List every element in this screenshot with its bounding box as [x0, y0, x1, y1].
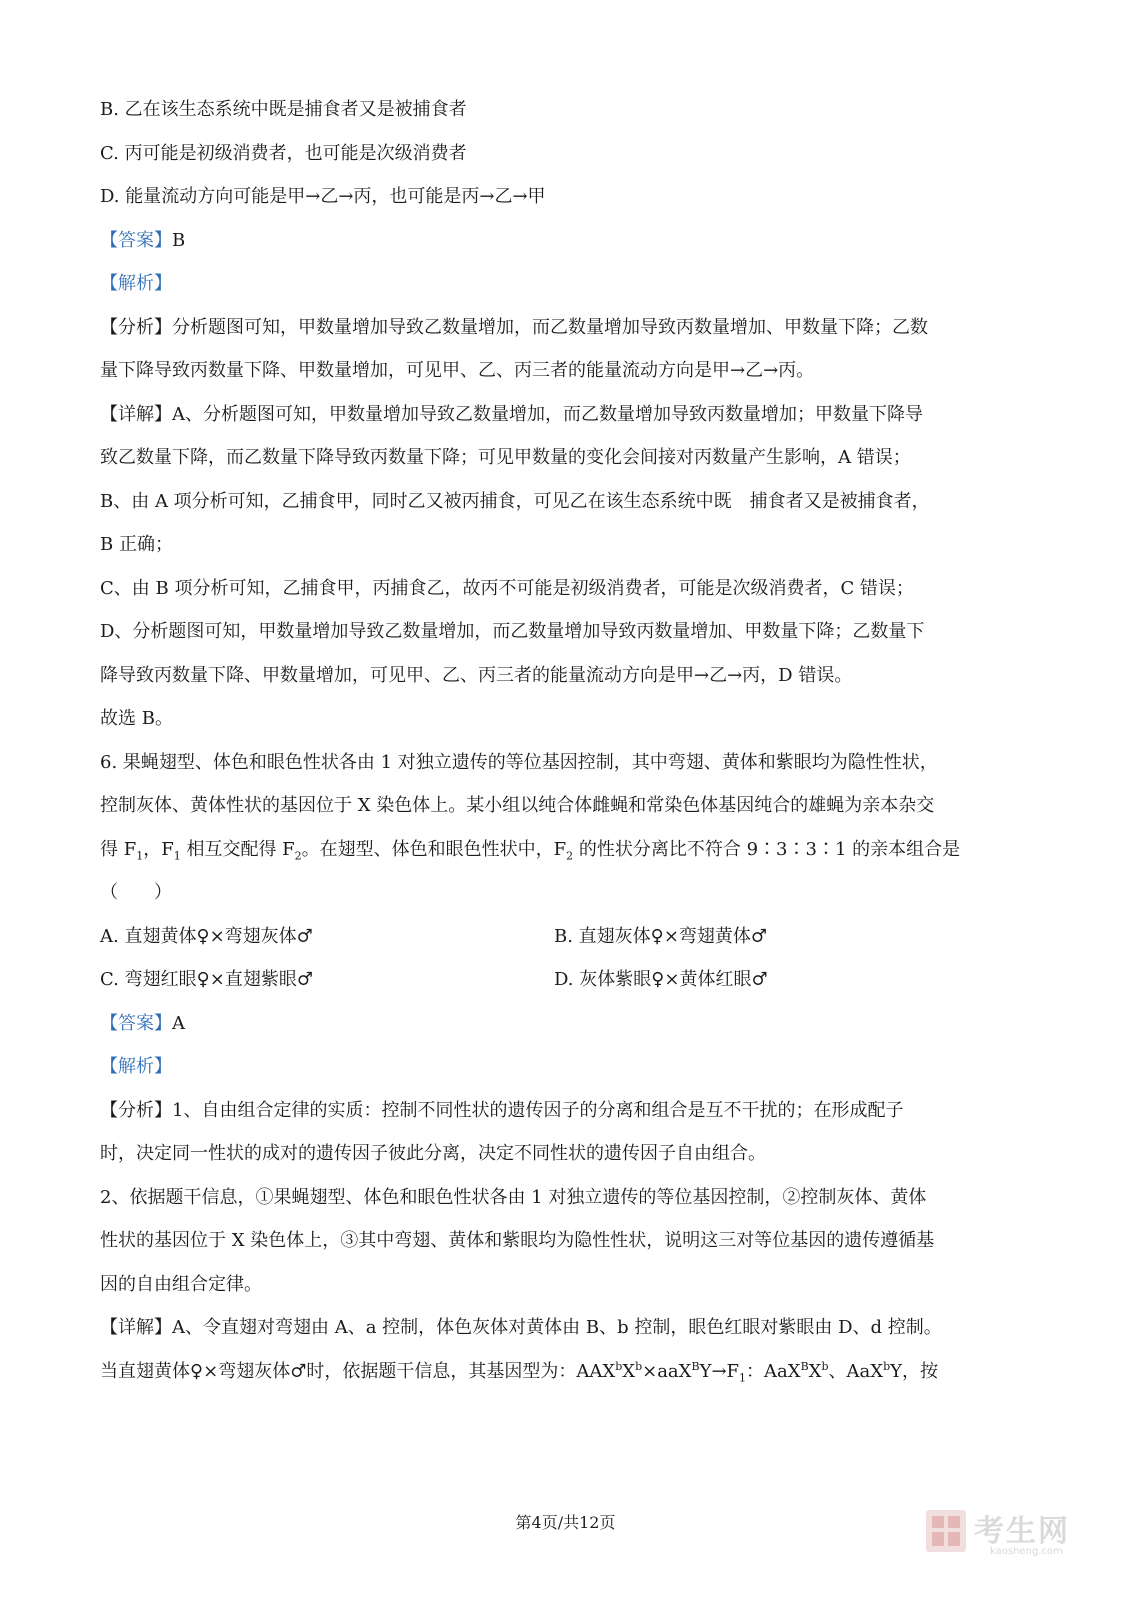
- stem-text: 的性状分离比不符合 9∶3∶3∶1 的亲本组合是: [573, 838, 961, 860]
- option-c-line: C. 丙可能是初级消费者，也可能是次级消费者: [100, 142, 467, 164]
- detail-text: Y→F: [699, 1360, 740, 1382]
- superscript: b: [615, 1359, 623, 1373]
- document-page: [100, 88, 1040, 1393]
- superscript: b: [883, 1359, 891, 1373]
- stem-text: ，F: [143, 838, 174, 860]
- subscript: 2: [566, 849, 574, 863]
- q6-detail-line: [100, 1306, 1040, 1350]
- detail-text: ：AaX: [746, 1360, 801, 1382]
- superscript: b: [821, 1359, 829, 1373]
- superscript: B: [691, 1359, 700, 1373]
- detail-text: 当直翅黄体♀×弯翅灰体♂时，依据题干信息，其基因型为：AAX: [100, 1360, 616, 1382]
- option-d-line: D. 能量流动方向可能是甲→乙→丙，也可能是丙→乙→甲: [100, 186, 546, 207]
- answer-value: B: [172, 229, 186, 251]
- page-footer: 第4页/共12页: [515, 1513, 616, 1532]
- q6-answer: [100, 1002, 1040, 1046]
- analysis-tag: 【解析】: [100, 1056, 172, 1077]
- q5-conclusion: 故选 B。: [100, 708, 173, 729]
- q6-option-c: C. 弯翅红眼♀×直翅紫眼♂: [100, 969, 313, 990]
- answer-tag: 【答案】: [100, 1012, 172, 1034]
- detail-tag: 【详解】: [100, 403, 172, 425]
- q5-analysis-heading: [100, 262, 1040, 306]
- stem-text: 。在翅型、体色和眼色性状中，F: [301, 838, 567, 860]
- q6-option-b: B. 直翅灰体♀×弯翅黄体♂: [554, 925, 768, 947]
- q6-fenxi-line: 2、依据题干信息，①果蝇翅型、体色和眼色性状各由 1 对独立遗传的等位基因控制，②控制灰体、黄体: [100, 1186, 927, 1208]
- fenxi-text: 分析题图可知，甲数量增加导致乙数量增加，而乙数量增加导致丙数量增加、甲数量下降；乙数: [172, 316, 928, 338]
- detail-text: Y，按: [890, 1360, 939, 1382]
- detail-text: X: [808, 1360, 822, 1382]
- detail-text: A、令直翅对弯翅由 A、a 控制，体色灰体对黄体由 B、b 控制，眼色红眼对紫眼由 D、d 控制。: [172, 1317, 942, 1338]
- subscript: 1: [173, 849, 181, 863]
- q6-options-row: [100, 915, 1040, 959]
- watermark: [924, 1500, 1114, 1570]
- q5-detail-line: 致乙数量下降，而乙数量下降导致丙数量下降；可见甲数量的变化会间接对丙数量产生影响，A 错误；: [100, 447, 911, 468]
- fenxi-tag: 【分析】: [100, 316, 172, 338]
- q5-fenxi-line: [100, 306, 1040, 350]
- fenxi-text: 1、自由组合定律的实质：控制不同性状的遗传因子的分离和组合是互不干扰的；在形成配子: [172, 1099, 904, 1121]
- q6-fenxi-line: 时，决定同一性状的成对的遗传因子彼此分离，决定不同性状的遗传因子自由组合。: [100, 1143, 766, 1164]
- stem-text: 相互交配得 F: [180, 838, 295, 860]
- q6-option-d: D. 灰体紫眼♀×黄体红眼♂: [554, 969, 768, 990]
- q6-fenxi-line: [100, 1089, 1040, 1133]
- detail-text: X: [622, 1360, 636, 1382]
- detail-text: 、AaX: [828, 1360, 884, 1382]
- q5-detail-line: B、由 A 项分析可知，乙捕食甲，同时乙又被丙捕食，可见乙在该生态系统中既 捕食者又是被捕食者，: [100, 490, 930, 512]
- watermark-url: kaosheng.com: [990, 1546, 1063, 1557]
- q5-detail-line: 降导致丙数量下降、甲数量增加，可见甲、乙、丙三者的能量流动方向是甲→乙→丙，D 错误。: [100, 664, 853, 686]
- q6-stem-bracket: （ ）: [100, 882, 172, 903]
- q5-detail-line: C、由 B 项分析可知，乙捕食甲，丙捕食乙，故丙不可能是初级消费者，可能是次级消费者，C 错误；: [100, 577, 914, 599]
- q5-detail-line: B 正确；: [100, 534, 173, 555]
- q6-stem-line: 6. 果蝇翅型、体色和眼色性状各由 1 对独立遗传的等位基因控制，其中弯翅、黄体和紫眼均为隐性性状，: [100, 751, 938, 773]
- kaosheng-logo-icon: [924, 1506, 968, 1556]
- q6-detail-line: [100, 1350, 1040, 1394]
- fenxi-tag: 【分析】: [100, 1099, 172, 1121]
- superscript: B: [800, 1359, 809, 1373]
- answer-value: A: [172, 1012, 185, 1034]
- subscript: 2: [294, 849, 302, 863]
- subscript: 1: [136, 849, 144, 863]
- q5-detail-line: [100, 393, 1040, 437]
- q6-fenxi-line: 性状的基因位于 X 染色体上，③其中弯翅、黄体和紫眼均为隐性性状，说明这三对等位基因的遗传遵循基: [100, 1230, 935, 1251]
- q5-fenxi-line: 量下降导致丙数量下降、甲数量增加，可见甲、乙、丙三者的能量流动方向是甲→乙→丙。: [100, 360, 815, 381]
- superscript: b: [635, 1359, 643, 1373]
- q6-options-row: [100, 958, 1040, 1002]
- q6-stem-line: [100, 828, 1040, 872]
- analysis-tag: 【解析】: [100, 273, 172, 294]
- q5-detail-line: D、分析题图可知，甲数量增加导致乙数量增加，而乙数量增加导致丙数量增加、甲数量下降；乙数量下: [100, 621, 925, 642]
- stem-text: 得 F: [100, 838, 137, 860]
- q6-option-a: A. 直翅黄体♀×弯翅灰体♂: [100, 925, 313, 947]
- detail-tag: 【详解】: [100, 1317, 172, 1338]
- detail-text: ×aaX: [642, 1360, 692, 1382]
- watermark-text: 考生网: [974, 1514, 1070, 1549]
- q5-answer: [100, 219, 1040, 263]
- option-b-line: B. 乙在该生态系统中既是捕食者又是被捕食者: [100, 99, 467, 120]
- detail-text: A、分析题图可知，甲数量增加导致乙数量增加，而乙数量增加导致丙数量增加；甲数量下降导: [172, 403, 923, 425]
- subscript: 1: [739, 1371, 747, 1385]
- q6-fenxi-line: 因的自由组合定律。: [100, 1273, 262, 1295]
- q6-analysis-heading: [100, 1045, 1040, 1089]
- answer-tag: 【答案】: [100, 229, 172, 251]
- q6-stem-line: 控制灰体、黄体性状的基因位于 X 染色体上。某小组以纯合体雌蝇和常染色体基因纯合的雄蝇为亲本杂交: [100, 795, 935, 816]
